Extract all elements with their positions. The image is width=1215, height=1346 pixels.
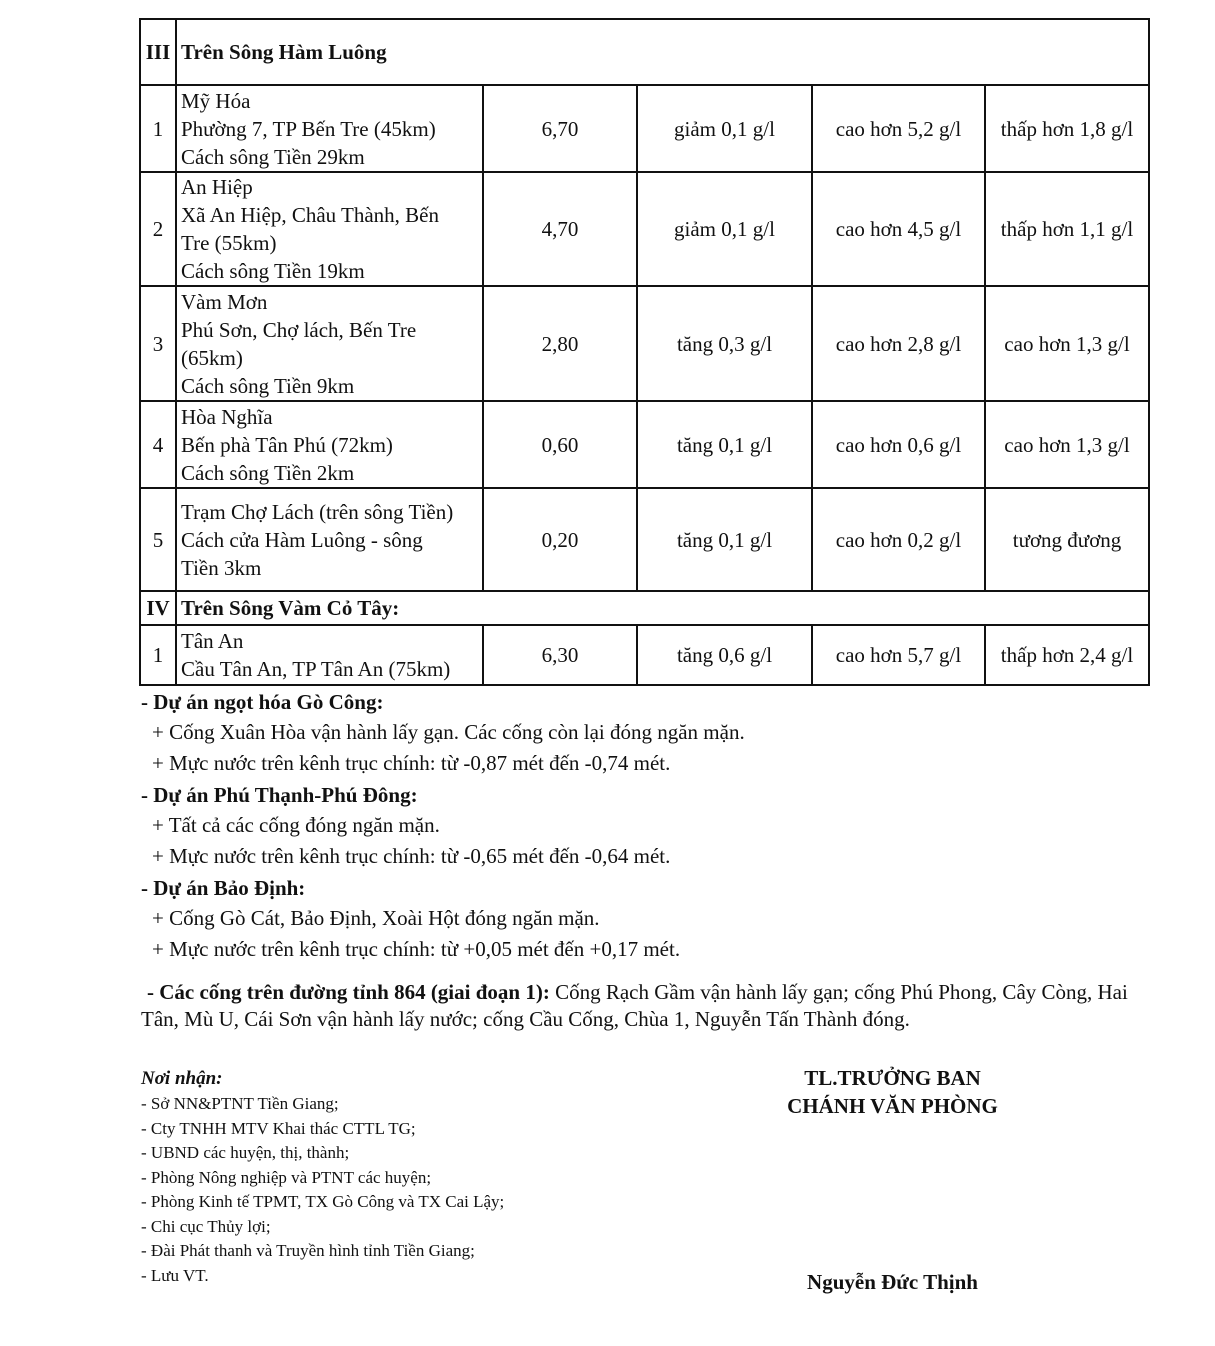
signer-title-line-1: TL.TRƯỞNG BAN bbox=[804, 1066, 981, 1090]
section-roman: IV bbox=[140, 591, 176, 625]
station-name: Vàm Mơn bbox=[181, 289, 268, 314]
row-number: 1 bbox=[140, 625, 176, 685]
section-title: Trên Sông Vàm Cỏ Tây: bbox=[176, 591, 1149, 625]
comparison-b: thấp hơn 2,4 g/l bbox=[985, 625, 1149, 685]
comparison-b: thấp hơn 1,1 g/l bbox=[985, 172, 1149, 286]
salinity-change: tăng 0,1 g/l bbox=[637, 401, 812, 488]
station-name: Hòa Nghĩa bbox=[181, 404, 273, 429]
recipient-item: - Chi cục Thủy lợi; bbox=[141, 1216, 271, 1236]
station-cell bbox=[176, 488, 483, 591]
section-title: Trên Sông Hàm Luông bbox=[176, 19, 1149, 85]
recipients-title: Nơi nhận: bbox=[141, 1068, 223, 1089]
project-title: - Dự án Phú Thạnh-Phú Đông: bbox=[141, 783, 418, 807]
section-roman: III bbox=[140, 19, 176, 85]
project-title: - Dự án Bảo Định: bbox=[141, 876, 306, 900]
row-number: 3 bbox=[140, 286, 176, 401]
salinity-change: giảm 0,1 g/l bbox=[637, 85, 812, 172]
recipient-item: - Cty TNHH MTV Khai thác CTTL TG; bbox=[141, 1118, 416, 1138]
signature-block bbox=[740, 1064, 1045, 1120]
section-row-iv bbox=[140, 591, 1149, 625]
recipient-item: - Sở NN&PTNT Tiền Giang; bbox=[141, 1094, 339, 1113]
station-name: Mỹ Hóa bbox=[181, 88, 251, 113]
salinity-value: 4,70 bbox=[483, 172, 637, 286]
salinity-value: 6,30 bbox=[483, 625, 637, 685]
table-row bbox=[140, 625, 1149, 685]
station-cell bbox=[176, 625, 483, 685]
station-name: An Hiệp bbox=[181, 175, 253, 199]
station-location: Xã An Hiệp, Châu Thành, Bến bbox=[181, 203, 439, 227]
project-line: + Cống Xuân Hòa vận hành lấy gạn. Các cống còn lại đóng ngăn mặn. bbox=[152, 720, 745, 744]
comparison-a: cao hơn 5,2 g/l bbox=[812, 85, 985, 172]
signer-name: Nguyễn Đức Thịnh bbox=[807, 1270, 978, 1294]
recipients-block bbox=[141, 1066, 701, 1288]
project-line: + Mực nước trên kênh trục chính: từ -0,65 mét đến -0,64 mét. bbox=[152, 844, 671, 868]
station-name: Trạm Chợ Lách (trên sông Tiền) bbox=[181, 499, 454, 524]
recipient-item: - UBND các huyện, thị, thành; bbox=[141, 1143, 350, 1162]
station-cell bbox=[176, 172, 483, 286]
project-line: + Cống Gò Cát, Bảo Định, Xoài Hột đóng ngăn mặn. bbox=[152, 906, 600, 930]
recipient-item: - Phòng Kinh tế TPMT, TX Gò Công và TX Cai Lậy; bbox=[141, 1192, 505, 1211]
project-line: + Mực nước trên kênh trục chính: từ -0,87 mét đến -0,74 mét. bbox=[152, 751, 671, 775]
recipient-item: - Phòng Nông nghiệp và PTNT các huyện; bbox=[141, 1167, 432, 1187]
station-cell bbox=[176, 85, 483, 172]
row-number: 2 bbox=[140, 172, 176, 286]
comparison-a: cao hơn 2,8 g/l bbox=[812, 286, 985, 401]
road-864-heading: - Các cống trên đường tỉnh 864 (giai đoạn 1): bbox=[147, 980, 550, 1004]
salinity-change: tăng 0,1 g/l bbox=[637, 488, 812, 591]
comparison-b: thấp hơn 1,8 g/l bbox=[985, 85, 1149, 172]
station-distance: Cách sông Tiền 2km bbox=[181, 460, 355, 485]
comparison-b: tương đương bbox=[985, 488, 1149, 591]
comparison-a: cao hơn 4,5 g/l bbox=[812, 172, 985, 286]
station-name: Tân An bbox=[181, 629, 244, 653]
project-title: - Dự án ngọt hóa Gò Công: bbox=[141, 690, 384, 714]
table-row bbox=[140, 172, 1149, 286]
station-location: Phú Sơn, Chợ lách, Bến Tre bbox=[181, 317, 417, 342]
row-number: 1 bbox=[140, 85, 176, 172]
comparison-a: cao hơn 0,6 g/l bbox=[812, 401, 985, 488]
project-notes bbox=[141, 688, 1151, 1033]
signer-title-line-2: CHÁNH VĂN PHÒNG bbox=[787, 1094, 998, 1118]
recipient-item: - Lưu VT. bbox=[141, 1265, 209, 1285]
salinity-table bbox=[139, 18, 1150, 686]
comparison-a: cao hơn 5,7 g/l bbox=[812, 625, 985, 685]
table-row bbox=[140, 286, 1149, 401]
station-location: Cách cửa Hàm Luông - sông bbox=[181, 527, 423, 552]
comparison-b: cao hơn 1,3 g/l bbox=[985, 401, 1149, 488]
row-number: 5 bbox=[140, 488, 176, 591]
project-phu-thanh-phu-dong bbox=[141, 781, 1151, 872]
project-line: + Mực nước trên kênh trục chính: từ +0,05 mét đến +0,17 mét. bbox=[152, 937, 681, 961]
road-864-text: Cống Rạch Gầm vận hành lấy gạn; cống Phú Phong, Cây Còng, Hai Tân, Mù U, Cái Sơn vận hành lấy nước; cống Cầu Cống, Chùa 1, Nguyễn Tấn Thành đóng. bbox=[141, 980, 1128, 1031]
section-row-iii bbox=[140, 19, 1149, 85]
project-bao-dinh bbox=[141, 874, 1151, 965]
station-location: Bến phà Tân Phú (72km) bbox=[181, 432, 393, 457]
recipient-item: - Đài Phát thanh và Truyền hình tỉnh Tiền Giang; bbox=[141, 1241, 475, 1260]
station-location-cont: Tre (55km) bbox=[181, 231, 277, 255]
table-row bbox=[140, 401, 1149, 488]
salinity-value: 2,80 bbox=[483, 286, 637, 401]
station-location: Phường 7, TP Bến Tre (45km) bbox=[181, 116, 436, 141]
comparison-a: cao hơn 0,2 g/l bbox=[812, 488, 985, 591]
project-go-cong bbox=[141, 688, 1151, 779]
salinity-value: 0,60 bbox=[483, 401, 637, 488]
station-distance: Cách sông Tiền 19km bbox=[181, 259, 365, 283]
station-location: Cầu Tân An, TP Tân An (75km) bbox=[181, 657, 451, 681]
station-location-cont: (65km) bbox=[181, 345, 243, 370]
project-line: + Tất cả các cống đóng ngăn mặn. bbox=[152, 813, 440, 837]
station-location-cont: Tiền 3km bbox=[181, 555, 262, 580]
road-864-paragraph bbox=[141, 979, 1151, 1033]
salinity-value: 0,20 bbox=[483, 488, 637, 591]
station-distance: Cách sông Tiền 9km bbox=[181, 373, 355, 398]
salinity-change: tăng 0,6 g/l bbox=[637, 625, 812, 685]
row-number: 4 bbox=[140, 401, 176, 488]
salinity-change: tăng 0,3 g/l bbox=[637, 286, 812, 401]
recipients-list bbox=[141, 1092, 701, 1288]
station-distance: Cách sông Tiền 29km bbox=[181, 144, 365, 169]
salinity-value: 6,70 bbox=[483, 85, 637, 172]
comparison-b: cao hơn 1,3 g/l bbox=[985, 286, 1149, 401]
salinity-change: giảm 0,1 g/l bbox=[637, 172, 812, 286]
station-cell bbox=[176, 286, 483, 401]
table-row bbox=[140, 85, 1149, 172]
station-cell bbox=[176, 401, 483, 488]
table-row bbox=[140, 488, 1149, 591]
